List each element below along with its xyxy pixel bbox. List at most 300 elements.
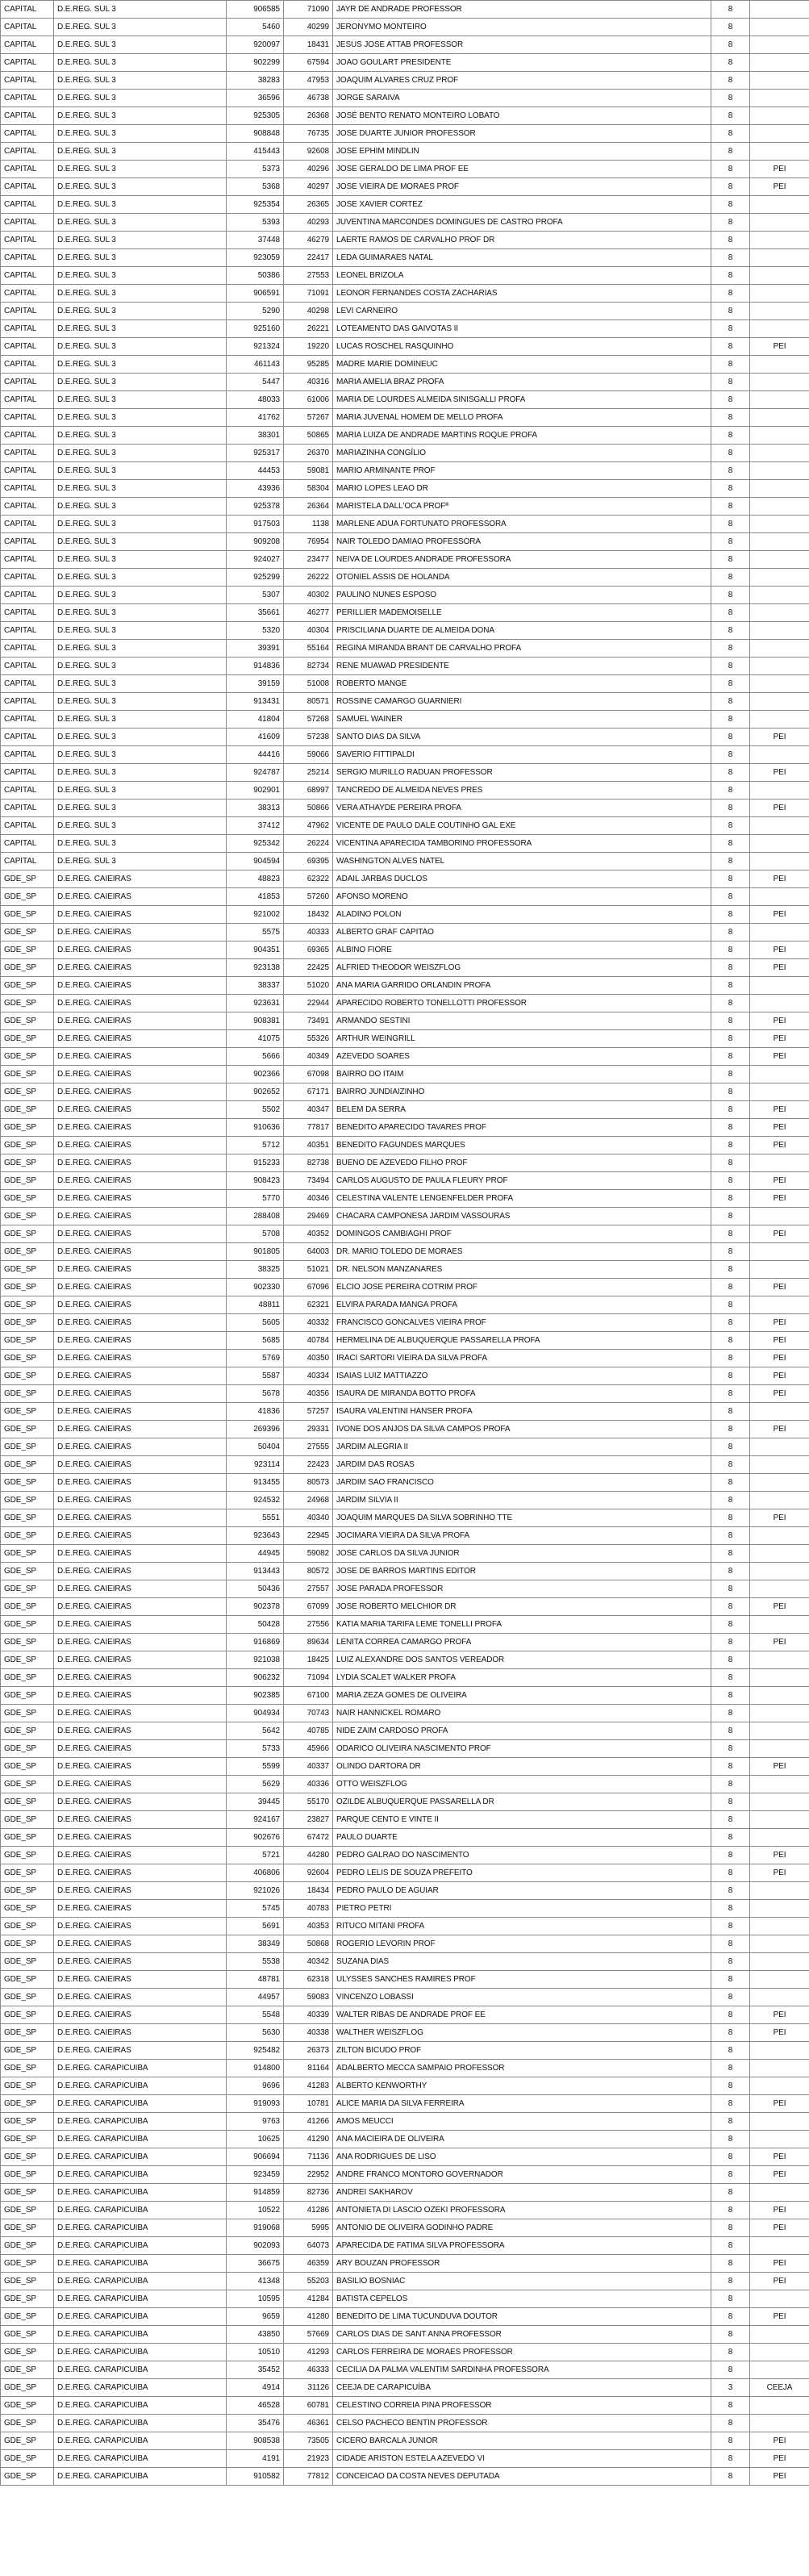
school-code-cell: 5642 — [227, 1722, 284, 1740]
school-name-cell: PEDRO LELIS DE SOUZA PREFEITO — [333, 1864, 711, 1882]
program-cell: PEI — [750, 1012, 809, 1030]
class-count-cell: 8 — [711, 2432, 750, 2450]
region-cell: GDE_SP — [1, 1722, 54, 1740]
school-name-cell: JARDIM SAO FRANCISCO — [333, 1474, 711, 1492]
school-name-cell: JOCIMARA VIEIRA DA SILVA PROFA — [333, 1527, 711, 1545]
region-cell: GDE_SP — [1, 1971, 54, 1989]
region-cell: GDE_SP — [1, 2148, 54, 2166]
program-cell — [750, 1989, 809, 2006]
cie-code-cell: 68997 — [284, 782, 333, 800]
region-cell: CAPITAL — [1, 604, 54, 622]
cie-code-cell: 67096 — [284, 1279, 333, 1296]
class-count-cell: 8 — [711, 2237, 750, 2255]
cie-code-cell: 41290 — [284, 2131, 333, 2148]
cie-code-cell: 55164 — [284, 640, 333, 658]
table-row — [1, 2308, 809, 2326]
directorate-cell: D.E.REG. CAIEIRAS — [54, 1900, 227, 1918]
directorate-cell: D.E.REG. CAIEIRAS — [54, 1705, 227, 1722]
school-code-cell: 906591 — [227, 285, 284, 303]
directorate-cell: D.E.REG. CARAPICUIBA — [54, 2237, 227, 2255]
table-row — [1, 1225, 809, 1243]
cie-code-cell: 41286 — [284, 2202, 333, 2219]
school-name-cell: RITUCO MITANI PROFA — [333, 1918, 711, 1935]
cie-code-cell: 40296 — [284, 161, 333, 178]
region-cell: CAPITAL — [1, 516, 54, 533]
class-count-cell: 8 — [711, 462, 750, 480]
school-code-cell: 906232 — [227, 1669, 284, 1687]
program-cell: PEI — [750, 2148, 809, 2166]
region-cell: GDE_SP — [1, 1793, 54, 1811]
program-cell: PEI — [750, 178, 809, 196]
school-code-cell: 48811 — [227, 1296, 284, 1314]
school-name-cell: VICENTE DE PAULO DALE COUTINHO GAL EXE — [333, 817, 711, 835]
school-name-cell: OTTO WEISZFLOG — [333, 1776, 711, 1793]
cie-code-cell: 22417 — [284, 249, 333, 267]
cie-code-cell: 59082 — [284, 1545, 333, 1563]
region-cell: GDE_SP — [1, 2131, 54, 2148]
table-row — [1, 1900, 809, 1918]
program-cell — [750, 1687, 809, 1705]
school-code-cell: 914836 — [227, 658, 284, 675]
region-cell: CAPITAL — [1, 711, 54, 729]
school-name-cell: NEIVA DE LOURDES ANDRADE PROFESSORA — [333, 551, 711, 569]
school-name-cell: KATIA MARIA TARIFA LEME TONELLI PROFA — [333, 1616, 711, 1634]
directorate-cell: D.E.REG. SUL 3 — [54, 338, 227, 356]
school-code-cell: 41836 — [227, 1403, 284, 1421]
program-cell — [750, 1545, 809, 1563]
school-name-cell: ANTONIETA DI LASCIO OZEKI PROFESSORA — [333, 2202, 711, 2219]
school-name-cell: ADAIL JARBAS DUCLOS — [333, 870, 711, 888]
school-code-cell: 5733 — [227, 1740, 284, 1758]
directorate-cell: D.E.REG. SUL 3 — [54, 622, 227, 640]
cie-code-cell: 40337 — [284, 1758, 333, 1776]
table-body — [1, 1, 809, 2486]
school-name-cell: PAULINO NUNES ESPOSO — [333, 587, 711, 604]
school-code-cell: 5708 — [227, 1225, 284, 1243]
class-count-cell: 8 — [711, 1385, 750, 1403]
region-cell: CAPITAL — [1, 107, 54, 125]
school-name-cell: MARLENE ADUA FORTUNATO PROFESSORA — [333, 516, 711, 533]
directorate-cell: D.E.REG. CAIEIRAS — [54, 924, 227, 941]
region-cell: GDE_SP — [1, 1456, 54, 1474]
class-count-cell: 8 — [711, 2077, 750, 2095]
table-row — [1, 2184, 809, 2202]
cie-code-cell: 40334 — [284, 1367, 333, 1385]
school-code-cell: 37412 — [227, 817, 284, 835]
cie-code-cell: 55203 — [284, 2273, 333, 2290]
cie-code-cell: 51008 — [284, 675, 333, 693]
region-cell: CAPITAL — [1, 587, 54, 604]
region-cell: CAPITAL — [1, 232, 54, 249]
region-cell: CAPITAL — [1, 374, 54, 391]
cie-code-cell: 29469 — [284, 1208, 333, 1225]
program-cell: PEI — [750, 959, 809, 977]
school-name-cell: LEONEL BRIZOLA — [333, 267, 711, 285]
program-cell — [750, 2397, 809, 2415]
table-row — [1, 303, 809, 320]
program-cell — [750, 303, 809, 320]
cie-code-cell: 67098 — [284, 1066, 333, 1083]
class-count-cell: 8 — [711, 1350, 750, 1367]
region-cell: GDE_SP — [1, 1208, 54, 1225]
class-count-cell: 8 — [711, 977, 750, 995]
school-name-cell: CELSO PACHECO BENTIN PROFESSOR — [333, 2415, 711, 2432]
school-code-cell: 925378 — [227, 498, 284, 516]
directorate-cell: D.E.REG. CAIEIRAS — [54, 1403, 227, 1421]
program-cell: PEI — [750, 2024, 809, 2042]
cie-code-cell: 44280 — [284, 1847, 333, 1864]
school-code-cell: 902366 — [227, 1066, 284, 1083]
region-cell: GDE_SP — [1, 1474, 54, 1492]
class-count-cell: 8 — [711, 569, 750, 587]
program-cell — [750, 2326, 809, 2344]
class-count-cell: 8 — [711, 1172, 750, 1190]
class-count-cell: 8 — [711, 1296, 750, 1314]
directorate-cell: D.E.REG. CAIEIRAS — [54, 1740, 227, 1758]
program-cell: PEI — [750, 338, 809, 356]
table-row — [1, 72, 809, 90]
class-count-cell: 8 — [711, 249, 750, 267]
region-cell: GDE_SP — [1, 1012, 54, 1030]
region-cell: GDE_SP — [1, 1137, 54, 1154]
program-cell: PEI — [750, 2202, 809, 2219]
class-count-cell: 8 — [711, 2131, 750, 2148]
table-row — [1, 1509, 809, 1527]
school-name-cell: LEVI CARNEIRO — [333, 303, 711, 320]
school-name-cell: JOAO GOULART PRESIDENTE — [333, 54, 711, 72]
cie-code-cell: 40297 — [284, 178, 333, 196]
class-count-cell: 8 — [711, 2344, 750, 2361]
program-cell — [750, 1829, 809, 1847]
cie-code-cell: 40293 — [284, 214, 333, 232]
cie-code-cell: 73491 — [284, 1012, 333, 1030]
school-name-cell: DR. MARIO TOLEDO DE MORAES — [333, 1243, 711, 1261]
school-name-cell: ADALBERTO MECCA SAMPAIO PROFESSOR — [333, 2060, 711, 2077]
school-code-cell: 914800 — [227, 2060, 284, 2077]
school-code-cell: 925160 — [227, 320, 284, 338]
directorate-cell: D.E.REG. SUL 3 — [54, 374, 227, 391]
table-row — [1, 1314, 809, 1332]
table-row — [1, 604, 809, 622]
table-row — [1, 1279, 809, 1296]
school-name-cell: ALADINO POLON — [333, 906, 711, 924]
school-name-cell: REGINA MIRANDA BRANT DE CARVALHO PROFA — [333, 640, 711, 658]
directorate-cell: D.E.REG. CARAPICUIBA — [54, 2379, 227, 2397]
program-cell — [750, 54, 809, 72]
school-code-cell: 41853 — [227, 888, 284, 906]
school-code-cell: 923138 — [227, 959, 284, 977]
directorate-cell: D.E.REG. CAIEIRAS — [54, 1829, 227, 1847]
school-name-cell: ANDRE FRANCO MONTORO GOVERNADOR — [333, 2166, 711, 2184]
cie-code-cell: 40347 — [284, 1101, 333, 1119]
program-cell — [750, 232, 809, 249]
region-cell: CAPITAL — [1, 320, 54, 338]
region-cell: GDE_SP — [1, 1403, 54, 1421]
region-cell: GDE_SP — [1, 1332, 54, 1350]
class-count-cell: 8 — [711, 604, 750, 622]
region-cell: GDE_SP — [1, 1634, 54, 1651]
school-code-cell: 10522 — [227, 2202, 284, 2219]
school-code-cell: 923059 — [227, 249, 284, 267]
region-cell: CAPITAL — [1, 196, 54, 214]
school-code-cell: 46528 — [227, 2397, 284, 2415]
directorate-cell: D.E.REG. SUL 3 — [54, 533, 227, 551]
school-name-cell: ODARICO OLIVEIRA NASCIMENTO PROF — [333, 1740, 711, 1758]
cie-code-cell: 40340 — [284, 1509, 333, 1527]
class-count-cell: 8 — [711, 1083, 750, 1101]
cie-code-cell: 31126 — [284, 2379, 333, 2397]
cie-code-cell: 40298 — [284, 303, 333, 320]
table-row — [1, 1492, 809, 1509]
school-code-cell: 906694 — [227, 2148, 284, 2166]
program-cell — [750, 516, 809, 533]
school-name-cell: RENE MUAWAD PRESIDENTE — [333, 658, 711, 675]
directorate-cell: D.E.REG. SUL 3 — [54, 462, 227, 480]
directorate-cell: D.E.REG. CAIEIRAS — [54, 1456, 227, 1474]
table-row — [1, 1953, 809, 1971]
region-cell: GDE_SP — [1, 941, 54, 959]
school-name-cell: VERA ATHAYDE PEREIRA PROFA — [333, 800, 711, 817]
school-name-cell: DOMINGOS CAMBIAGHI PROF — [333, 1225, 711, 1243]
school-code-cell: 10625 — [227, 2131, 284, 2148]
school-code-cell: 41762 — [227, 409, 284, 427]
class-count-cell: 8 — [711, 1598, 750, 1616]
school-code-cell: 35661 — [227, 604, 284, 622]
program-cell — [750, 391, 809, 409]
class-count-cell: 8 — [711, 1776, 750, 1793]
directorate-cell: D.E.REG. CAIEIRAS — [54, 1172, 227, 1190]
table-row — [1, 959, 809, 977]
directorate-cell: D.E.REG. CARAPICUIBA — [54, 2113, 227, 2131]
table-row — [1, 658, 809, 675]
table-row — [1, 2006, 809, 2024]
program-cell: PEI — [750, 1119, 809, 1137]
region-cell: GDE_SP — [1, 1545, 54, 1563]
directorate-cell: D.E.REG. CAIEIRAS — [54, 977, 227, 995]
cie-code-cell: 26221 — [284, 320, 333, 338]
directorate-cell: D.E.REG. CAIEIRAS — [54, 1279, 227, 1296]
school-code-cell: 909208 — [227, 533, 284, 551]
cie-code-cell: 77817 — [284, 1119, 333, 1137]
class-count-cell: 8 — [711, 143, 750, 161]
table-row — [1, 1598, 809, 1616]
class-count-cell: 8 — [711, 1758, 750, 1776]
class-count-cell: 8 — [711, 1527, 750, 1545]
school-code-cell: 923114 — [227, 1456, 284, 1474]
directorate-cell: D.E.REG. SUL 3 — [54, 36, 227, 54]
directorate-cell: D.E.REG. CAIEIRAS — [54, 1669, 227, 1687]
region-cell: GDE_SP — [1, 2113, 54, 2131]
directorate-cell: D.E.REG. SUL 3 — [54, 835, 227, 853]
school-code-cell: 41804 — [227, 711, 284, 729]
school-code-cell: 38301 — [227, 427, 284, 445]
cie-code-cell: 76954 — [284, 533, 333, 551]
region-cell: CAPITAL — [1, 640, 54, 658]
table-row — [1, 338, 809, 356]
directorate-cell: D.E.REG. CAIEIRAS — [54, 906, 227, 924]
school-code-cell: 5307 — [227, 587, 284, 604]
region-cell: CAPITAL — [1, 551, 54, 569]
cie-code-cell: 29331 — [284, 1421, 333, 1438]
region-cell: GDE_SP — [1, 2219, 54, 2237]
school-code-cell: 44957 — [227, 1989, 284, 2006]
program-cell: PEI — [750, 764, 809, 782]
cie-code-cell: 73505 — [284, 2432, 333, 2450]
class-count-cell: 8 — [711, 2060, 750, 2077]
cie-code-cell: 27555 — [284, 1438, 333, 1456]
table-row — [1, 1048, 809, 1066]
school-code-cell: 38283 — [227, 72, 284, 90]
school-code-cell: 901805 — [227, 1243, 284, 1261]
class-count-cell: 8 — [711, 800, 750, 817]
directorate-cell: D.E.REG. CAIEIRAS — [54, 1048, 227, 1066]
table-row — [1, 1296, 809, 1314]
region-cell: CAPITAL — [1, 729, 54, 746]
table-row — [1, 1332, 809, 1350]
school-code-cell: 5447 — [227, 374, 284, 391]
school-name-cell: SUZANA DIAS — [333, 1953, 711, 1971]
region-cell: GDE_SP — [1, 1154, 54, 1172]
program-cell — [750, 196, 809, 214]
class-count-cell: 8 — [711, 303, 750, 320]
class-count-cell: 8 — [711, 1367, 750, 1385]
class-count-cell: 8 — [711, 1829, 750, 1847]
cie-code-cell: 47953 — [284, 72, 333, 90]
class-count-cell: 8 — [711, 125, 750, 143]
cie-code-cell: 82734 — [284, 658, 333, 675]
table-row — [1, 1243, 809, 1261]
program-cell — [750, 587, 809, 604]
directorate-cell: D.E.REG. CAIEIRAS — [54, 1296, 227, 1314]
directorate-cell: D.E.REG. CARAPICUIBA — [54, 2060, 227, 2077]
cie-code-cell: 40304 — [284, 622, 333, 640]
class-count-cell: 8 — [711, 817, 750, 835]
class-count-cell: 8 — [711, 2255, 750, 2273]
directorate-cell: D.E.REG. CAIEIRAS — [54, 995, 227, 1012]
school-code-cell: 35476 — [227, 2415, 284, 2432]
table-row — [1, 800, 809, 817]
class-count-cell: 8 — [711, 1900, 750, 1918]
region-cell: GDE_SP — [1, 2397, 54, 2415]
school-name-cell: ALBERTO KENWORTHY — [333, 2077, 711, 2095]
program-cell: CEEJA — [750, 2379, 809, 2397]
class-count-cell: 8 — [711, 959, 750, 977]
school-code-cell: 43936 — [227, 480, 284, 498]
directorate-cell: D.E.REG. CAIEIRAS — [54, 1918, 227, 1935]
table-row — [1, 2255, 809, 2273]
table-row — [1, 1083, 809, 1101]
school-name-cell: LEDA GUIMARAES NATAL — [333, 249, 711, 267]
region-cell: CAPITAL — [1, 356, 54, 374]
school-name-cell: MARIA LUIZA DE ANDRADE MARTINS ROQUE PROFA — [333, 427, 711, 445]
cie-code-cell: 46333 — [284, 2361, 333, 2379]
cie-code-cell: 50868 — [284, 1935, 333, 1953]
cie-code-cell: 41283 — [284, 2077, 333, 2095]
school-code-cell: 923643 — [227, 1527, 284, 1545]
school-name-cell: MARIO ARMINANTE PROF — [333, 462, 711, 480]
table-row — [1, 445, 809, 462]
school-name-cell: CICERO BARCALA JUNIOR — [333, 2432, 711, 2450]
school-name-cell: APARECIDA DE FATIMA SILVA PROFESSORA — [333, 2237, 711, 2255]
table-row — [1, 374, 809, 391]
region-cell: GDE_SP — [1, 2344, 54, 2361]
school-name-cell: FRANCISCO GONCALVES VIEIRA PROF — [333, 1314, 711, 1332]
class-count-cell: 8 — [711, 1279, 750, 1296]
class-count-cell: 8 — [711, 587, 750, 604]
cie-code-cell: 45966 — [284, 1740, 333, 1758]
school-name-cell: PARQUE CENTO E VINTE II — [333, 1811, 711, 1829]
school-code-cell: 38337 — [227, 977, 284, 995]
cie-code-cell: 46277 — [284, 604, 333, 622]
directorate-cell: D.E.REG. CARAPICUIBA — [54, 2326, 227, 2344]
cie-code-cell: 57669 — [284, 2326, 333, 2344]
program-cell — [750, 498, 809, 516]
table-row — [1, 1687, 809, 1705]
program-cell — [750, 72, 809, 90]
table-row — [1, 2024, 809, 2042]
school-code-cell: 5587 — [227, 1367, 284, 1385]
cie-code-cell: 5995 — [284, 2219, 333, 2237]
region-cell: CAPITAL — [1, 90, 54, 107]
table-row — [1, 1190, 809, 1208]
table-row — [1, 498, 809, 516]
region-cell: GDE_SP — [1, 1190, 54, 1208]
class-count-cell: 8 — [711, 480, 750, 498]
class-count-cell: 8 — [711, 1563, 750, 1580]
school-name-cell: CELESTINA VALENTE LENGENFELDER PROFA — [333, 1190, 711, 1208]
region-cell: GDE_SP — [1, 2326, 54, 2344]
cie-code-cell: 67594 — [284, 54, 333, 72]
region-cell: GDE_SP — [1, 1864, 54, 1882]
class-count-cell: 8 — [711, 1208, 750, 1225]
school-code-cell: 910582 — [227, 2468, 284, 2486]
school-name-cell: OTONIEL ASSIS DE HOLANDA — [333, 569, 711, 587]
school-name-cell: SERGIO MURILLO RADUAN PROFESSOR — [333, 764, 711, 782]
school-name-cell: BATISTA CEPELOS — [333, 2290, 711, 2308]
class-count-cell: 8 — [711, 2042, 750, 2060]
cie-code-cell: 41266 — [284, 2113, 333, 2131]
directorate-cell: D.E.REG. CAIEIRAS — [54, 1545, 227, 1563]
school-name-cell: CARLOS AUGUSTO DE PAULA FLEURY PROF — [333, 1172, 711, 1190]
directorate-cell: D.E.REG. SUL 3 — [54, 817, 227, 835]
school-code-cell: 902330 — [227, 1279, 284, 1296]
table-row — [1, 1882, 809, 1900]
table-row — [1, 2326, 809, 2344]
region-cell: GDE_SP — [1, 1296, 54, 1314]
cie-code-cell: 10781 — [284, 2095, 333, 2113]
program-cell — [750, 1066, 809, 1083]
directorate-cell: D.E.REG. SUL 3 — [54, 143, 227, 161]
region-cell: CAPITAL — [1, 285, 54, 303]
table-row — [1, 409, 809, 427]
class-count-cell: 8 — [711, 1669, 750, 1687]
school-code-cell: 921038 — [227, 1651, 284, 1669]
cie-code-cell: 26368 — [284, 107, 333, 125]
cie-code-cell: 40339 — [284, 2006, 333, 2024]
table-row — [1, 1, 809, 19]
school-name-cell: LUIZ ALEXANDRE DOS SANTOS VEREADOR — [333, 1651, 711, 1669]
table-row — [1, 764, 809, 782]
class-count-cell: 8 — [711, 853, 750, 870]
directorate-cell: D.E.REG. CAIEIRAS — [54, 1882, 227, 1900]
directorate-cell: D.E.REG. SUL 3 — [54, 125, 227, 143]
directorate-cell: D.E.REG. SUL 3 — [54, 72, 227, 90]
program-cell — [750, 658, 809, 675]
directorate-cell: D.E.REG. CARAPICUIBA — [54, 2468, 227, 2486]
program-cell: PEI — [750, 1598, 809, 1616]
directorate-cell: D.E.REG. CAIEIRAS — [54, 1971, 227, 1989]
directorate-cell: D.E.REG. CAIEIRAS — [54, 1722, 227, 1740]
